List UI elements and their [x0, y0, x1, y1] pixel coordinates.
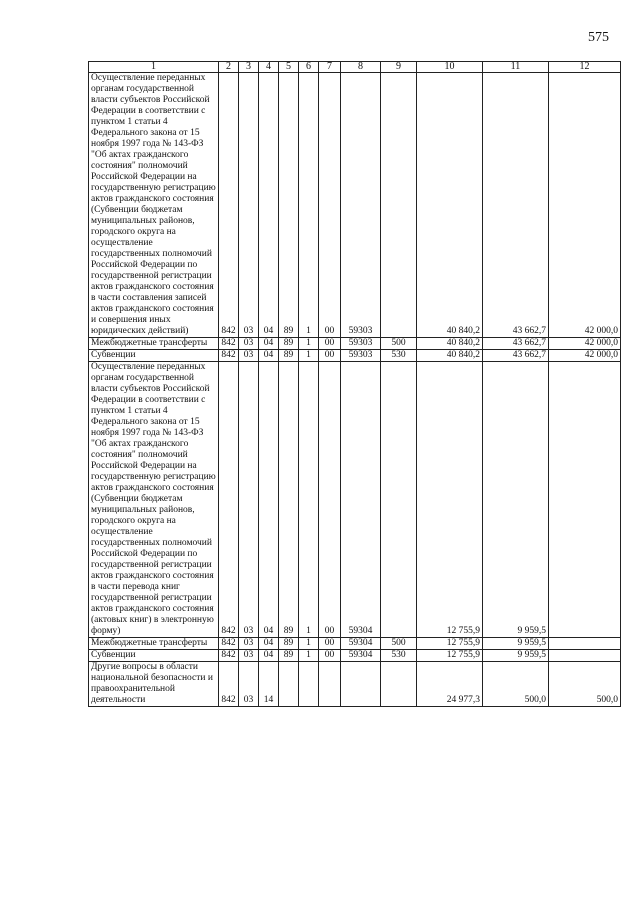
col-header: 2 — [219, 62, 239, 73]
cell-amount-10: 40 840,2 — [417, 350, 483, 362]
cell-direction: 59303 — [341, 73, 381, 338]
cell-amount-11: 43 662,7 — [483, 350, 549, 362]
cell-program: 89 — [279, 338, 299, 350]
cell-subsection: 04 — [259, 362, 279, 638]
cell-event — [319, 662, 341, 707]
cell-amount-11: 9 959,5 — [483, 650, 549, 662]
cell-amount-11: 43 662,7 — [483, 338, 549, 350]
cell-subsection: 04 — [259, 650, 279, 662]
cell-direction: 59304 — [341, 362, 381, 638]
cell-amount-12 — [549, 650, 621, 662]
cell-subprogram: 1 — [299, 362, 319, 638]
col-header: 3 — [239, 62, 259, 73]
cell-amount-10: 24 977,3 — [417, 662, 483, 707]
cell-admin: 842 — [219, 362, 239, 638]
row-name: Межбюджетные трансферты — [89, 338, 219, 350]
row-name: Осуществление переданных органам государственной власти субъектов Российской Федерации в соответствии с пунктом 1 статьи 4 Федерального закона от 15 ноября 1997 года № 143-ФЗ "Об актах гражданского состояния" полномочий Российской Федерации на государственную регистрацию актов гражданского состояния (Субвенции бюджетам муниципальных районов, городского округа на осуществление государственных полномочий Российской Федерации по государственной регистрации актов гражданского состояния в части составления записей актов гражданского состояния и совершения иных юридических действий) — [89, 73, 219, 338]
cell-amount-11: 9 959,5 — [483, 362, 549, 638]
cell-program: 89 — [279, 350, 299, 362]
cell-amount-10: 12 755,9 — [417, 362, 483, 638]
cell-subsection: 14 — [259, 662, 279, 707]
cell-program: 89 — [279, 650, 299, 662]
cell-amount-11: 500,0 — [483, 662, 549, 707]
cell-event: 00 — [319, 638, 341, 650]
cell-admin: 842 — [219, 338, 239, 350]
col-header: 12 — [549, 62, 621, 73]
col-header: 9 — [381, 62, 417, 73]
cell-direction: 59303 — [341, 338, 381, 350]
cell-expense-type — [381, 662, 417, 707]
cell-amount-12 — [549, 638, 621, 650]
cell-event: 00 — [319, 350, 341, 362]
cell-subsection: 04 — [259, 73, 279, 338]
col-header: 5 — [279, 62, 299, 73]
cell-subprogram: 1 — [299, 338, 319, 350]
cell-amount-12 — [549, 362, 621, 638]
table-row — [89, 638, 621, 650]
cell-direction: 59304 — [341, 638, 381, 650]
cell-expense-type: 530 — [381, 650, 417, 662]
cell-expense-type — [381, 73, 417, 338]
page-number: 575 — [588, 30, 609, 45]
col-header: 6 — [299, 62, 319, 73]
cell-direction — [341, 662, 381, 707]
cell-section: 03 — [239, 650, 259, 662]
cell-amount-12: 500,0 — [549, 662, 621, 707]
col-header: 8 — [341, 62, 381, 73]
row-name: Другие вопросы в области национальной безопасности и правоохранительной деятельности — [89, 662, 219, 707]
table-row — [89, 362, 621, 638]
cell-amount-11: 9 959,5 — [483, 638, 549, 650]
table-row — [89, 338, 621, 350]
cell-subsection: 04 — [259, 638, 279, 650]
cell-event: 00 — [319, 362, 341, 638]
cell-amount-11: 43 662,7 — [483, 73, 549, 338]
cell-event: 00 — [319, 73, 341, 338]
row-name: Субвенции — [89, 650, 219, 662]
col-header: 4 — [259, 62, 279, 73]
cell-direction: 59303 — [341, 350, 381, 362]
cell-event: 00 — [319, 650, 341, 662]
cell-program: 89 — [279, 362, 299, 638]
cell-subprogram: 1 — [299, 350, 319, 362]
col-header: 1 — [89, 62, 219, 73]
table-row — [89, 650, 621, 662]
col-header: 11 — [483, 62, 549, 73]
cell-amount-10: 40 840,2 — [417, 73, 483, 338]
cell-section: 03 — [239, 73, 259, 338]
cell-expense-type: 530 — [381, 350, 417, 362]
cell-expense-type: 500 — [381, 338, 417, 350]
cell-section: 03 — [239, 338, 259, 350]
cell-subsection: 04 — [259, 350, 279, 362]
cell-expense-type — [381, 362, 417, 638]
cell-section: 03 — [239, 662, 259, 707]
cell-section: 03 — [239, 350, 259, 362]
cell-subprogram — [299, 662, 319, 707]
row-name: Субвенции — [89, 350, 219, 362]
table-row — [89, 662, 621, 707]
cell-admin: 842 — [219, 662, 239, 707]
table-row — [89, 73, 621, 338]
cell-amount-12: 42 000,0 — [549, 338, 621, 350]
cell-admin: 842 — [219, 638, 239, 650]
cell-section: 03 — [239, 362, 259, 638]
cell-section: 03 — [239, 638, 259, 650]
cell-amount-10: 40 840,2 — [417, 338, 483, 350]
cell-subprogram: 1 — [299, 73, 319, 338]
cell-admin: 842 — [219, 73, 239, 338]
cell-admin: 842 — [219, 350, 239, 362]
budget-table — [88, 61, 621, 707]
cell-subprogram: 1 — [299, 638, 319, 650]
cell-program: 89 — [279, 73, 299, 338]
cell-subsection: 04 — [259, 338, 279, 350]
table-row — [89, 350, 621, 362]
cell-amount-10: 12 755,9 — [417, 638, 483, 650]
cell-amount-10: 12 755,9 — [417, 650, 483, 662]
header-row — [89, 62, 621, 73]
cell-amount-12: 42 000,0 — [549, 73, 621, 338]
cell-program — [279, 662, 299, 707]
cell-amount-12: 42 000,0 — [549, 350, 621, 362]
cell-subprogram: 1 — [299, 650, 319, 662]
cell-direction: 59304 — [341, 650, 381, 662]
col-header: 10 — [417, 62, 483, 73]
col-header: 7 — [319, 62, 341, 73]
row-name: Осуществление переданных органам государственной власти субъектов Российской Федерации в соответствии с пунктом 1 статьи 4 Федерального закона от 15 ноября 1997 года № 143-ФЗ "Об актах гражданского состояния" полномочий Российской Федерации на государственную регистрацию актов гражданского состояния (Субвенции бюджетам муниципальных районов, городского округа на осуществление государственных полномочий Российской Федерации по государственной регистрации актов гражданского состояния в части перевода книг государственной регистрации актов гражданского состояния (актовых книг) в электронную форму) — [89, 362, 219, 638]
cell-event: 00 — [319, 338, 341, 350]
cell-admin: 842 — [219, 650, 239, 662]
cell-program: 89 — [279, 638, 299, 650]
cell-expense-type: 500 — [381, 638, 417, 650]
row-name: Межбюджетные трансферты — [89, 638, 219, 650]
